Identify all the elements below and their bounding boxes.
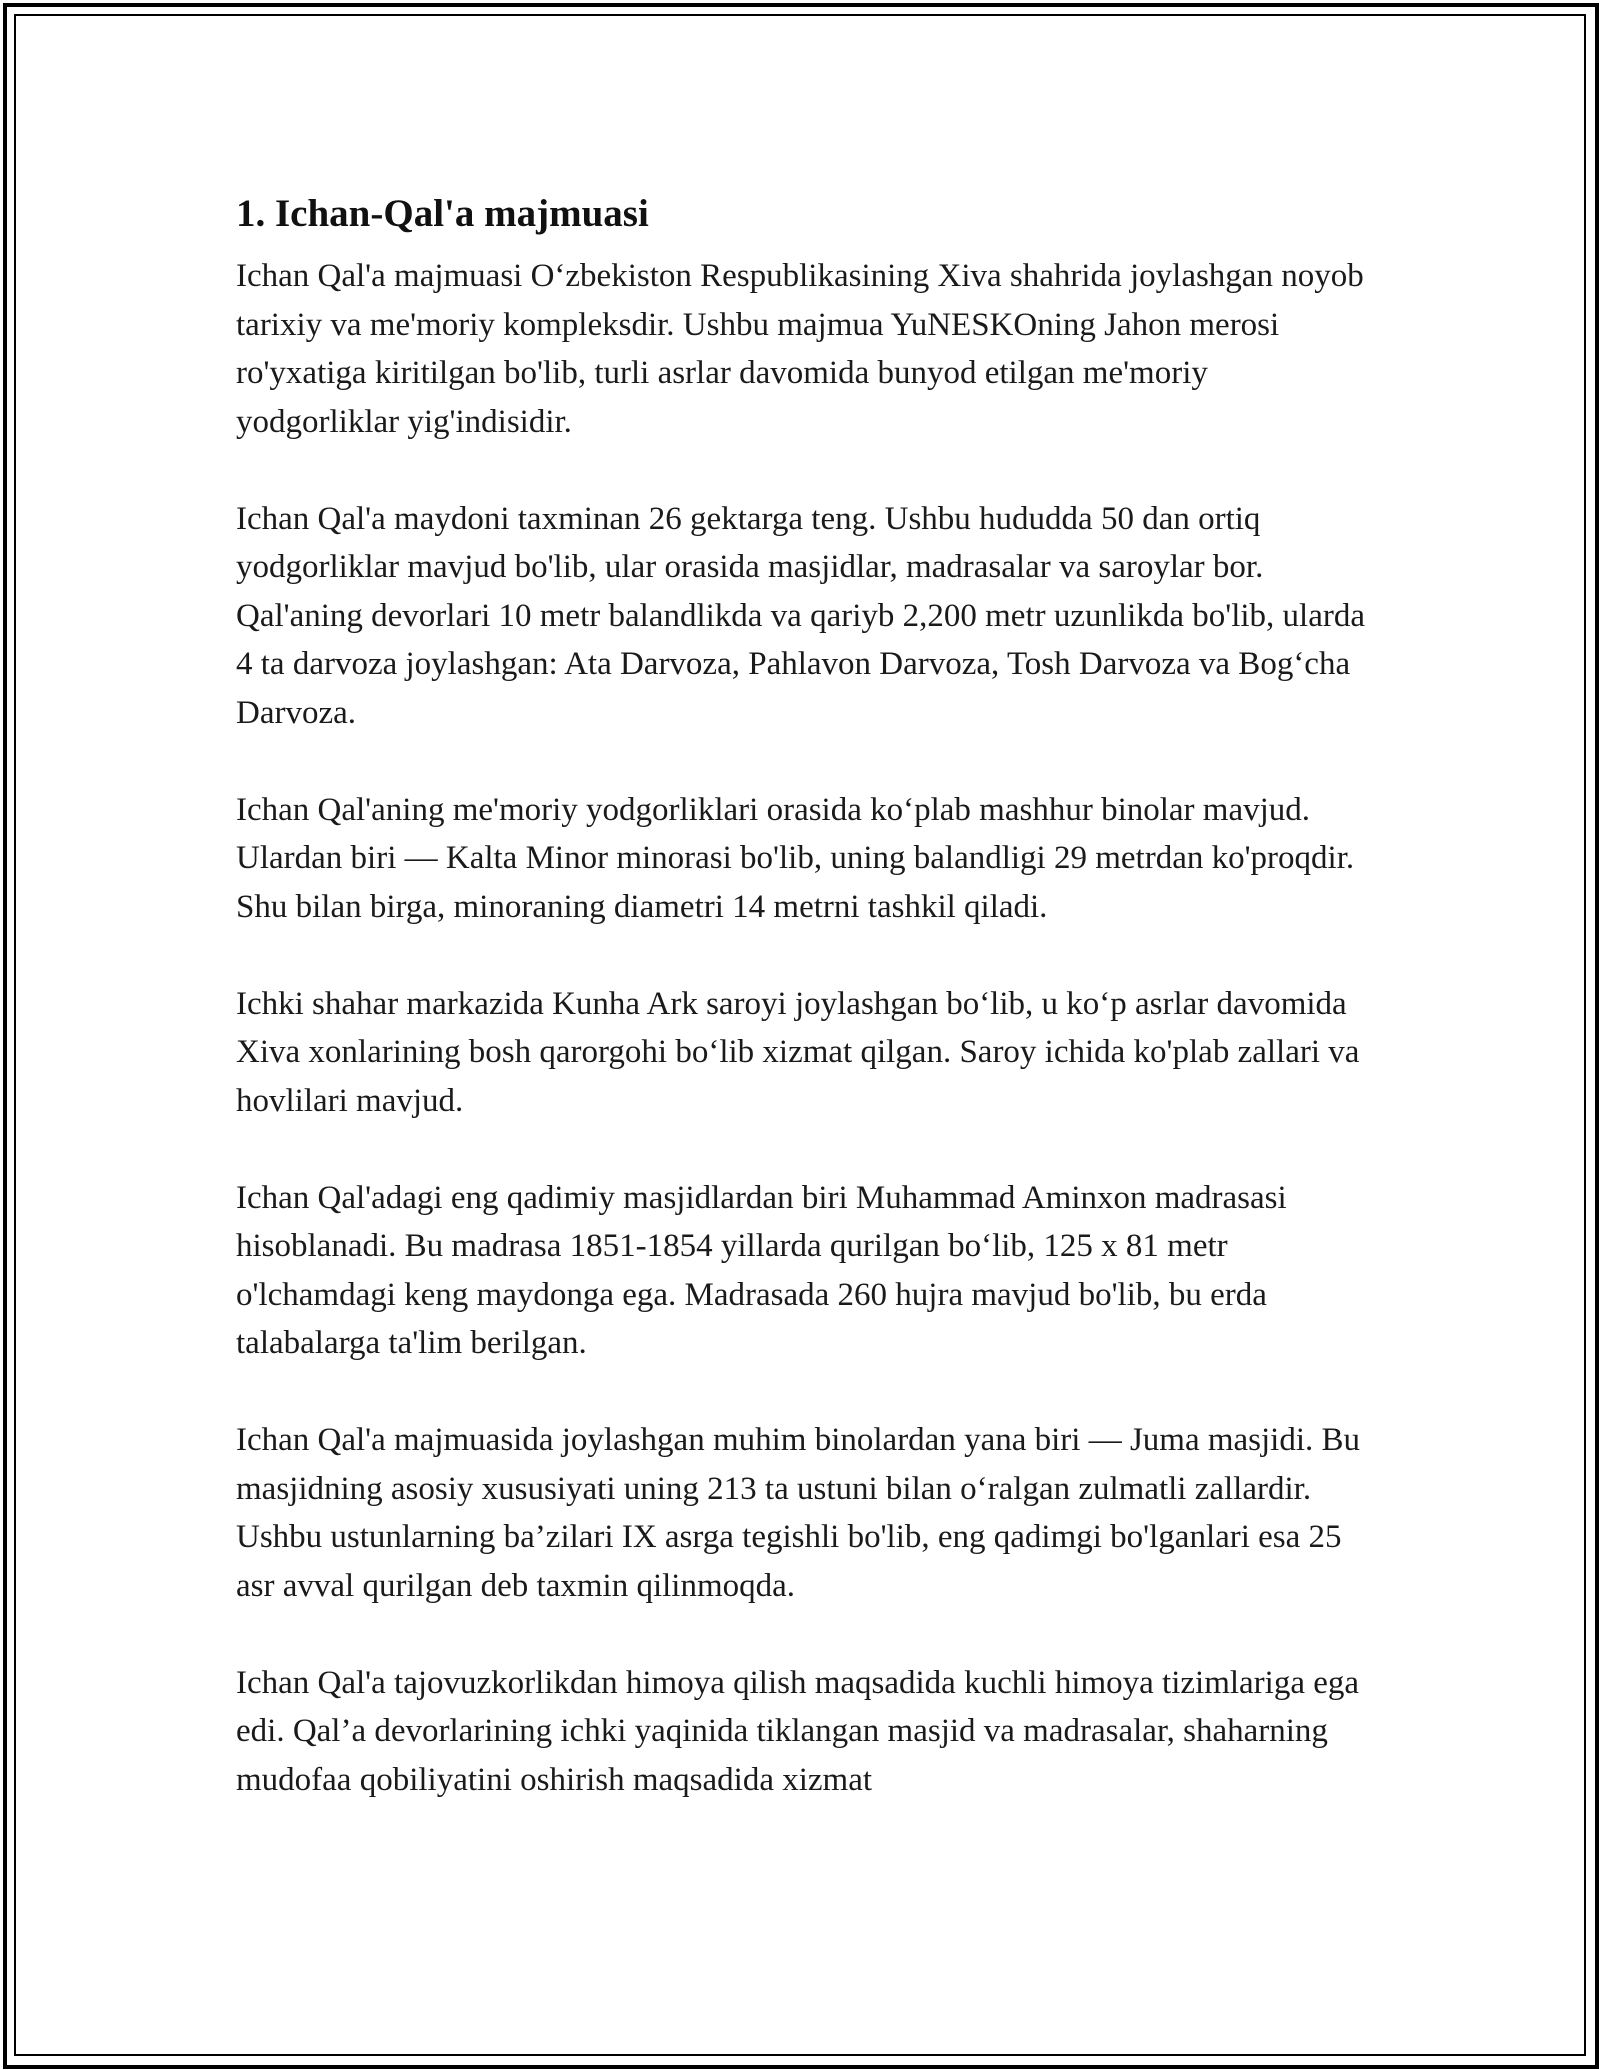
paragraph-muhammad-aminxon: Ichan Qal'adagi eng qadimiy masjidlardan biri Muhammad Aminxon madrasasi hisoblanadi. Bu madrasa 1851-1854 yillarda qurilgan bo‘lib, 125 x 81 metr o'lchamdagi keng maydonga ega. Madrasada 260 hujra mavjud bo'lib, bu erda talabalarga ta'lim berilgan.: [236, 1179, 1287, 1361]
paragraph-juma-masjidi: Ichan Qal'a majmuasida joylashgan muhim binolardan yana biri — Juma masjidi. Bu masjidning asosiy xususiyati uning 213 ta ustuni bilan o‘ralgan zulmatli zallardir. Ushbu ustunlarning ba’zilari IX asrga tegishli bo'lib, eng qadimgi bo'lganlari esa 25 asr avval qurilgan deb taxmin qilinmoqda.: [236, 1422, 1361, 1604]
paragraph-area-and-walls: Ichan Qal'a maydoni taxminan 26 gektarga teng. Ushbu hududda 50 dan ortiq yodgorliklar mavjud bo'lib, ular orasida masjidlar, madrasalar va saroylar bor. Qal'aning devorlari 10 metr balandlikda va qariyb 2,200 metr uzunlikda bo'lib, ularda 4 ta darvoza joylashgan: Ata Darvoza, Pahlavon Darvoza, Tosh Darvoza va Bog‘cha Darvoza.: [236, 500, 1365, 731]
paragraph-kalta-minor: Ichan Qal'aning me'moriy yodgorliklari orasida ko‘plab mashhur binolar mavjud. Ulardan biri — Kalta Minor minorasi bo'lib, uning balandligi 29 metrdan ko'proqdir. Shu bilan birga, minoraning diametri 14 metrni tashkil qiladi.: [236, 791, 1355, 925]
section-heading: 1. Ichan-Qal'a majmuasi: [236, 192, 649, 235]
paragraph-intro: Ichan Qal'a majmuasi O‘zbekiston Respublikasining Xiva shahrida joylashgan noyob tarixiy va me'moriy kompleksdir. Ushbu majmua YuNESKOning Jahon merosi ro'yxatiga kiritilgan bo'lib, turli asrlar davomida bunyod etilgan me'moriy yodgorliklar yig'indisidir.: [236, 258, 1364, 440]
paragraph-kunha-ark: Ichki shahar markazida Kunha Ark saroyi joylashgan bo‘lib, u ko‘p asrlar davomida Xiva xonlarining bosh qarorgohi bo‘lib xizmat qilgan. Saroy ichida ko'plab zallari va hovlilari mavjud.: [236, 985, 1360, 1119]
document-body: [236, 186, 1366, 1804]
paragraph-defense: Ichan Qal'a tajovuzkorlikdan himoya qilish maqsadida kuchli himoya tizimlariga ega edi. Qal’a devorlarining ichki yaqinida tiklangan masjid va madrasalar, shaharning mudofaa qobiliyatini oshirish maqsadida xizmat: [236, 1664, 1360, 1798]
